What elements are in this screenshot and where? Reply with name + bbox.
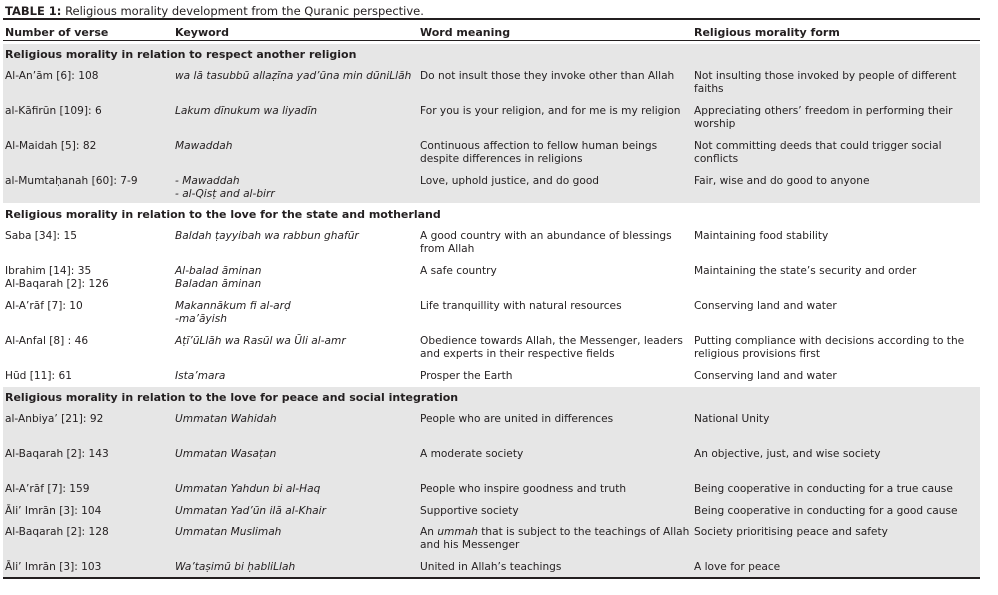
keyword-cell: Ummatan Yahdun bi al-Haq: [175, 483, 321, 495]
table-section: [3, 387, 980, 579]
table-row: [3, 296, 980, 331]
keyword-cell: Mawaddah: [175, 140, 233, 152]
meaning-cell: Love, uphold justice, and do good: [420, 175, 600, 187]
header-rule: [3, 40, 980, 41]
table-label: TABLE 1:: [5, 4, 62, 18]
form-cell: An objective, just, and wise society: [694, 448, 881, 460]
section-title: Religious morality in relation to respect another religion: [5, 48, 357, 61]
meaning-cell: People who are united in differences: [420, 413, 614, 425]
keyword-cell: Ummatan Yad’ūn ilā al-Khair: [175, 505, 326, 517]
table-row: [3, 409, 980, 444]
keyword-cell: Wa’taṣimū bi ḥabliLlah: [175, 561, 296, 573]
table-row: [3, 522, 980, 557]
table-row: [3, 261, 980, 296]
table-section: [3, 204, 980, 386]
meaning-cell: A moderate society: [420, 448, 524, 460]
form-cell: Being cooperative in conducting for a true cause: [694, 483, 953, 495]
keyword-cell: Baldah ṭayyibah wa rabbun ghafūr: [175, 230, 359, 242]
bottom-rule: [3, 577, 980, 579]
meaning-cell: A safe country: [420, 265, 497, 277]
form-cell: Maintaining food stability: [694, 230, 829, 242]
table-header-row: [3, 20, 980, 40]
verse-cell: Āli’ Imrān [3]: 103: [5, 561, 102, 573]
table-row: [3, 479, 980, 501]
verse-cell: al-Anbiya’ [21]: 92: [5, 413, 104, 425]
verse-cell: al-Kāfirūn [109]: 6: [5, 105, 102, 117]
table-caption: [5, 4, 424, 18]
table-body: [3, 44, 980, 579]
keyword-cell: - Mawaddah - al-Qisṭ and al-birr: [175, 175, 275, 200]
keyword-cell: Ista’mara: [175, 370, 226, 382]
verse-cell: Al-Baqarah [2]: 143: [5, 448, 109, 460]
form-cell: National Unity: [694, 413, 770, 425]
column-header-verse: Number of verse: [5, 26, 109, 39]
verse-cell: Āli’ Imrān [3]: 104: [5, 505, 102, 517]
verse-cell: Al-A’rāf [7]: 159: [5, 483, 90, 495]
verse-cell: Al-Anfal [8] : 46: [5, 335, 89, 347]
table-row: [3, 171, 980, 203]
meaning-cell: Life tranquillity with natural resources: [420, 300, 622, 312]
table-row: [3, 444, 980, 479]
table-row: [3, 101, 980, 136]
meaning-text: An: [420, 526, 438, 538]
keyword-cell: Ummatan Muslimah: [175, 526, 282, 538]
verse-cell: Al-An’ām [6]: 108: [5, 70, 99, 82]
keyword-cell: wa lā tasubbū allaẓīna yad’ūna min dūniLlāh: [175, 70, 412, 82]
form-cell: Not committing deeds that could trigger social conflicts: [694, 140, 942, 165]
section-title: Religious morality in relation to the love for peace and social integration: [5, 391, 459, 404]
keyword-cell: Al-balad āminan Baladan āminan: [175, 265, 262, 290]
verse-cell: Ibrahim [14]: 35 Al-Baqarah [2]: 126: [5, 265, 109, 290]
section-title: Religious morality in relation to the love for the state and motherland: [5, 208, 441, 221]
form-cell: Society prioritising peace and safety: [694, 526, 888, 538]
keyword-cell: Lakum dīnukum wa liyadīn: [175, 105, 318, 117]
table-row: [3, 366, 980, 386]
form-cell: Appreciating others’ freedom in performing their worship: [694, 105, 953, 130]
meaning-cell: Prosper the Earth: [420, 370, 513, 382]
meaning-cell: People who inspire goodness and truth: [420, 483, 627, 495]
form-cell: Conserving land and water: [694, 300, 837, 312]
meaning-cell: Do not insult those they invoke other than Allah: [420, 70, 675, 82]
keyword-cell: Ummatan Wahidah: [175, 413, 277, 425]
verse-cell: Al-Maidah [5]: 82: [5, 140, 97, 152]
column-header-keyword: Keyword: [175, 26, 229, 39]
table-caption-text: Religious morality development from the Quranic perspective.: [65, 4, 424, 18]
table-section: [3, 44, 980, 203]
verse-cell: Saba [34]: 15: [5, 230, 77, 242]
verse-cell: Hūd [11]: 61: [5, 370, 72, 382]
form-cell: Maintaining the state’s security and order: [694, 265, 917, 277]
verse-cell: al-Mumtaḥanah [60]: 7-9: [5, 175, 138, 187]
meaning-cell: Supportive society: [420, 505, 519, 517]
keyword-cell: Aṭī’ūLlāh wa Rasūl wa Ūli al-amr: [175, 335, 346, 347]
column-header-meaning: Word meaning: [420, 26, 511, 39]
meaning-cell: A good country with an abundance of blessings from Allah: [420, 230, 672, 255]
form-cell: A love for peace: [694, 561, 781, 573]
verse-cell: Al-A’rāf [7]: 10: [5, 300, 83, 312]
meaning-cell: [420, 526, 690, 552]
table-row: [3, 136, 980, 171]
verse-cell: Al-Baqarah [2]: 128: [5, 526, 109, 538]
meaning-cell: Continuous affection to fellow human beings despite differences in religions: [420, 140, 658, 165]
form-cell: Not insulting those invoked by people of different faiths: [694, 70, 957, 95]
column-header-form: Religious morality form: [694, 26, 840, 39]
meaning-cell: Obedience towards Allah, the Messenger, leaders and experts in their respective fields: [420, 335, 683, 360]
keyword-cell: Ummatan Wasaṭan: [175, 448, 277, 460]
meaning-cell: United in Allah’s teachings: [420, 561, 562, 573]
table-row: [3, 557, 980, 579]
table-row: [3, 66, 980, 101]
form-cell: Fair, wise and do good to anyone: [694, 175, 870, 187]
keyword-cell: Makannākum fi al-arḍ -ma’āyish: [175, 300, 291, 325]
form-cell: Putting compliance with decisions according to the religious provisions first: [694, 335, 965, 360]
meaning-text: that is subject to the teachings of Allah and his Messenger: [420, 526, 690, 551]
table-row: [3, 226, 980, 261]
meaning-cell: For you is your religion, and for me is my religion: [420, 105, 681, 117]
form-cell: Being cooperative in conducting for a good cause: [694, 505, 958, 517]
italic-term: ummah: [437, 526, 478, 538]
table-row: [3, 501, 980, 522]
form-cell: Conserving land and water: [694, 370, 837, 382]
table-row: [3, 331, 980, 366]
